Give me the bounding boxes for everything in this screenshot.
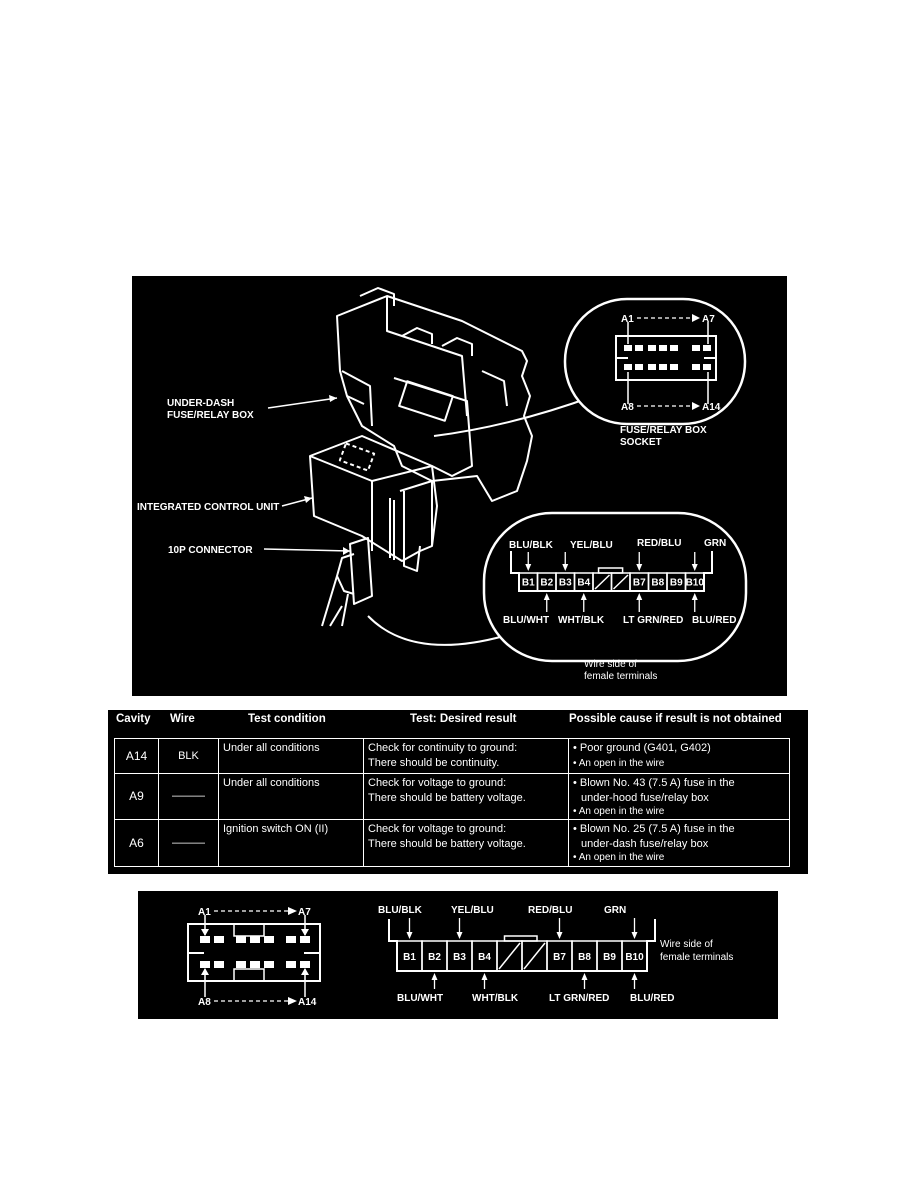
wire-arrowhead: [482, 973, 488, 980]
terminal-label: B10: [625, 951, 644, 963]
component-illustration: [132, 276, 787, 696]
cavity-cell: A6: [115, 820, 159, 867]
cause-cell: [569, 739, 790, 774]
wire-side-caption-line2: female terminals: [584, 671, 658, 682]
result-cell: [364, 774, 569, 820]
wire-arrowhead: [432, 973, 438, 980]
bottom-wire-blu-blk: BLU/BLK: [378, 905, 422, 916]
table-row: [115, 820, 790, 867]
connector-views-drawing: [138, 891, 778, 1019]
wire-label-wht-blk: WHT/BLK: [558, 615, 605, 626]
header-desired-result: Test: Desired result: [410, 713, 517, 725]
empty-cavity-slash: [499, 943, 520, 969]
header-test-condition: Test condition: [248, 713, 326, 725]
cause-line: • Blown No. 43 (7.5 A) fuse in the: [573, 777, 735, 789]
cavity-cell: A9: [115, 774, 159, 820]
table-row: [115, 774, 790, 820]
label-10p-connector: 10P CONNECTOR: [168, 545, 253, 556]
connector-face-large: [389, 918, 655, 989]
connector-views-panel: [138, 891, 778, 1019]
result-line: There should be battery voltage.: [368, 838, 526, 850]
cause-line: under-dash fuse/relay box: [581, 838, 709, 850]
label-integrated-control-unit: INTEGRATED CONTROL UNIT: [137, 502, 280, 513]
wire-label-blu-blk: BLU/BLK: [509, 540, 553, 551]
result-line: Check for continuity to ground:: [368, 742, 518, 754]
condition-cell: Under all conditions: [219, 739, 364, 774]
terminal-label: B7: [553, 951, 566, 963]
socket-label-a1: A1: [621, 314, 634, 325]
wire-arrowhead: [632, 973, 638, 980]
cause-cell: [569, 820, 790, 867]
terminal-label: B8: [651, 577, 665, 589]
cause-line: • An open in the wire: [573, 852, 665, 863]
wire-cell: ———: [159, 774, 219, 820]
cause-line: • An open in the wire: [573, 758, 665, 769]
terminal-label: B1: [521, 577, 535, 589]
condition-cell: Ignition switch ON (II): [219, 820, 364, 867]
wire-label-lt-grn-red: LT GRN/RED: [623, 615, 684, 626]
wire-cell: ———: [159, 820, 219, 867]
wire-label-red-blu: RED/BLU: [637, 538, 682, 549]
wire-arrowhead: [457, 932, 463, 939]
result-cell: [364, 739, 569, 774]
empty-cavity-slash: [524, 943, 545, 969]
wire-arrowhead: [582, 973, 588, 980]
terminal-label: B7: [632, 577, 646, 589]
label-under-dash-2: FUSE/RELAY BOX: [167, 410, 254, 421]
cause-line: under-hood fuse/relay box: [581, 792, 709, 804]
terminal-label: B9: [669, 577, 683, 589]
header-wire: Wire: [170, 713, 195, 725]
bottom-wire-blu-wht: BLU/WHT: [397, 993, 444, 1004]
result-cell: [364, 820, 569, 867]
terminal-label: B2: [540, 577, 554, 589]
socket-caption-line1: FUSE/RELAY BOX: [620, 425, 707, 436]
terminal-label: B2: [428, 951, 441, 963]
cause-line: • Poor ground (G401, G402): [573, 742, 711, 754]
bottom-wire-grn: GRN: [604, 905, 627, 916]
wire-label-blu-wht: BLU/WHT: [503, 615, 550, 626]
condition-cell: Under all conditions: [219, 774, 364, 820]
wire-label-blu-red: BLU/RED: [692, 615, 737, 626]
bottom-wire-side-line1: Wire side of: [660, 939, 713, 950]
header-cavity: Cavity: [116, 713, 151, 725]
bottom-label-a1: A1: [198, 907, 211, 918]
terminal-label: B9: [603, 951, 616, 963]
wire-label-yel-blu: YEL/BLU: [570, 540, 613, 551]
terminal-label: B4: [577, 577, 591, 589]
cavity-cell: A14: [115, 739, 159, 774]
socket-label-a8: A8: [621, 402, 634, 413]
bottom-wire-lt-grn-red: LT GRN/RED: [549, 993, 610, 1004]
bottom-label-a7: A7: [298, 907, 311, 918]
cause-cell: [569, 774, 790, 820]
bottom-wire-blu-red: BLU/RED: [630, 993, 675, 1004]
terminal-label: B4: [478, 951, 491, 963]
terminal-label: B3: [558, 577, 572, 589]
bottom-wire-wht-blk: WHT/BLK: [472, 993, 519, 1004]
terminal-label: B1: [403, 951, 416, 963]
test-table: [114, 738, 790, 867]
cause-line: • An open in the wire: [573, 806, 665, 817]
bottom-wire-red-blu: RED/BLU: [528, 905, 573, 916]
socket-caption-line2: SOCKET: [620, 437, 662, 448]
bottom-wire-side-line2: female terminals: [660, 952, 734, 963]
label-under-dash-1: UNDER-DASH: [167, 398, 235, 409]
terminal-label: B8: [578, 951, 591, 963]
header-possible-cause: Possible cause if result is not obtained: [569, 713, 782, 725]
wire-arrowhead: [632, 932, 638, 939]
test-table-panel: [108, 710, 808, 874]
result-line: There should be battery voltage.: [368, 792, 526, 804]
wire-arrowhead: [407, 932, 413, 939]
wire-arrowhead: [557, 932, 563, 939]
terminal-label: B10: [685, 577, 704, 589]
illustration-drawing: [132, 276, 787, 696]
wire-side-caption-line1: Wire side of: [584, 659, 637, 670]
table-row: [115, 739, 790, 774]
bottom-wire-yel-blu: YEL/BLU: [451, 905, 494, 916]
bottom-label-a8: A8: [198, 997, 211, 1008]
result-line: Check for voltage to ground:: [368, 777, 507, 789]
socket-label-a14: A14: [702, 402, 721, 413]
result-line: There should be continuity.: [368, 757, 500, 769]
wire-label-grn: GRN: [704, 538, 727, 549]
socket-label-a7: A7: [702, 314, 715, 325]
result-line: Check for voltage to ground:: [368, 823, 507, 835]
terminal-label: B3: [453, 951, 466, 963]
cause-line: • Blown No. 25 (7.5 A) fuse in the: [573, 823, 735, 835]
wire-cell: BLK: [159, 739, 219, 774]
bottom-label-a14: A14: [298, 997, 317, 1008]
fuse-relay-socket-view: [188, 907, 320, 1005]
